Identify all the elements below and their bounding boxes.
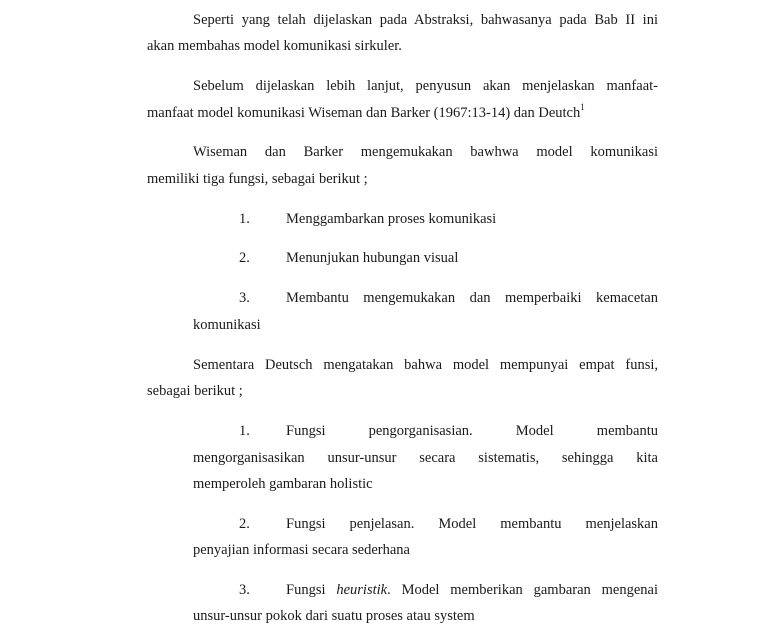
list2-item2-number: 2. xyxy=(239,516,250,532)
list2-item3-italic: heuristik xyxy=(336,582,388,598)
list1-item3-text-line1: Membantu mengemukakan dan memperbaiki kemacetan xyxy=(286,290,658,306)
list1-item3-number: 3. xyxy=(239,290,250,306)
list2-item3-text-line2: unsur-unsur pokok dari suatu proses atau system xyxy=(193,608,475,624)
list1-item2-text: Menunjukan hubungan visual xyxy=(286,250,459,266)
para2-line2: manfaat model komunikasi Wiseman dan Barker (1967:13-14) dan Deutch xyxy=(147,105,581,121)
list2-item3-text-line1 xyxy=(286,581,658,599)
para1-line2: akan membahas model komunikasi sirkuler. xyxy=(147,38,402,54)
para2-line1: Sebelum dijelaskan lebih lanjut, penyusun akan menjelaskan manfaat- xyxy=(193,78,658,94)
list1-item2-number: 2. xyxy=(239,250,250,266)
list2-item3-pre: Fungsi xyxy=(286,582,337,598)
para3-line1: Wiseman dan Barker mengemukakan bawhwa model komunikasi xyxy=(193,144,658,160)
list1-item3-text-line2: komunikasi xyxy=(193,317,261,333)
para3-line2: memiliki tiga fungsi, sebagai berikut ; xyxy=(147,171,368,187)
list1-item1-number: 1. xyxy=(239,211,250,227)
footnote-reference[interactable]: 1 xyxy=(580,102,585,112)
list2-item2-text-line2: penyajian informasi secara sederhana xyxy=(193,542,410,558)
list2-item1-text-line1: Fungsi pengorganisasian. Model membantu xyxy=(286,423,658,439)
para1-line1: Seperti yang telah dijelaskan pada Abstraksi, bahwasanya pada Bab II ini xyxy=(193,12,658,28)
para4-line2: sebagai berikut ; xyxy=(147,383,243,399)
para4-line1: Sementara Deutsch mengatakan bahwa model mempunyai empat funsi, xyxy=(193,357,658,373)
list2-item2-text-line1: Fungsi penjelasan. Model membantu menjelaskan xyxy=(286,516,658,532)
para2-line2-wrap xyxy=(147,104,585,122)
list2-item1-text-line3: memperoleh gambaran holistic xyxy=(193,476,373,492)
list1-item1-text: Menggambarkan proses komunikasi xyxy=(286,211,497,227)
list2-item1-text-line2: mengorganisasikan unsur-unsur secara sistematis, sehingga kita xyxy=(193,450,658,466)
list2-item3-post: . Model memberikan gambaran mengenai xyxy=(387,582,658,598)
list2-item3-number: 3. xyxy=(239,582,250,598)
list2-item1-number: 1. xyxy=(239,423,250,439)
